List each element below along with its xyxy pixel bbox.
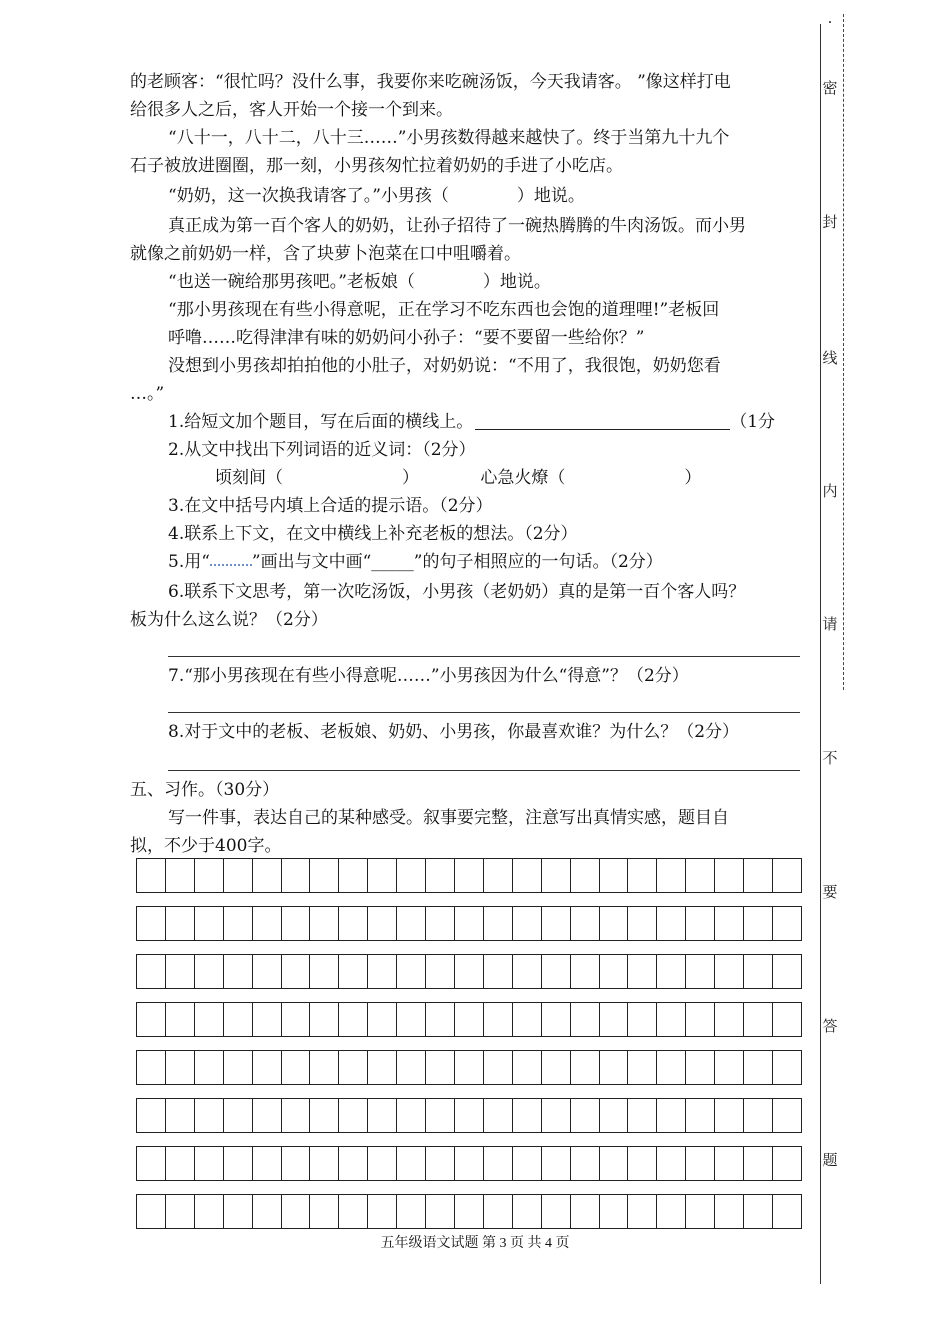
seal-char: 要 — [822, 883, 838, 901]
grid-cell[interactable] — [714, 1147, 743, 1180]
question-6-line-1: 6.联系下文思考，第一次吃汤饭，小男孩（老奶奶）真的是第一百个客人吗？ — [168, 582, 746, 602]
grid-cell[interactable] — [309, 1003, 338, 1036]
grid-cell[interactable] — [425, 1195, 454, 1228]
grid-cell[interactable] — [425, 859, 454, 892]
grid-cell[interactable] — [309, 859, 338, 892]
seal-char: 线 — [822, 349, 838, 367]
grid-cell[interactable] — [772, 1099, 802, 1132]
grid-cell[interactable] — [136, 1003, 165, 1036]
grid-cell[interactable] — [425, 1051, 454, 1084]
grid-cell[interactable] — [627, 1051, 656, 1084]
grid-cell[interactable] — [454, 1147, 483, 1180]
seal-char: 内 — [822, 482, 838, 500]
grid-row — [136, 858, 802, 893]
grid-cell[interactable] — [772, 907, 802, 940]
grid-cell[interactable] — [570, 1099, 599, 1132]
grid-cell[interactable] — [281, 859, 310, 892]
grid-cell[interactable] — [338, 955, 367, 988]
grid-cell[interactable] — [252, 1147, 281, 1180]
grid-cell[interactable] — [512, 1147, 541, 1180]
grid-cell[interactable] — [656, 1003, 685, 1036]
seal-char: 题 — [822, 1151, 838, 1169]
grid-cell[interactable] — [483, 859, 512, 892]
passage-line: “那小男孩现在有些小得意呢，正在学习不吃东西也会饱的道理哩!”老板回 — [168, 300, 720, 320]
grid-cell[interactable] — [252, 1195, 281, 1228]
grid-cell[interactable] — [425, 1099, 454, 1132]
grid-cell[interactable] — [281, 1003, 310, 1036]
grid-cell[interactable] — [136, 1099, 165, 1132]
grid-cell[interactable] — [627, 907, 656, 940]
grid-cell[interactable] — [541, 1099, 570, 1132]
grid-cell[interactable] — [541, 1147, 570, 1180]
grid-cell[interactable] — [454, 955, 483, 988]
question-7: 7.“那小男孩现在有些小得意呢……”小男孩因为什么“得意”？（2分） — [168, 666, 689, 686]
grid-cell[interactable] — [685, 1195, 714, 1228]
grid-cell[interactable] — [136, 907, 165, 940]
grid-cell[interactable] — [223, 1099, 252, 1132]
grid-cell[interactable] — [165, 907, 194, 940]
grid-cell[interactable] — [223, 1003, 252, 1036]
passage-line: …。” — [130, 384, 165, 404]
question-3: 3.在文中括号内填上合适的提示语。（2分） — [168, 496, 493, 516]
grid-cell[interactable] — [627, 1099, 656, 1132]
grid-cell[interactable] — [338, 1147, 367, 1180]
grid-cell[interactable] — [570, 1003, 599, 1036]
passage-line: 就像之前奶奶一样，含了块萝卜泡菜在口中咀嚼着。 — [130, 244, 521, 264]
grid-cell[interactable] — [281, 1099, 310, 1132]
grid-cell[interactable] — [194, 1195, 223, 1228]
grid-cell[interactable] — [367, 1147, 396, 1180]
passage-line: “奶奶，这一次换我请客了。”小男孩（ ）地说。 — [168, 186, 585, 206]
grid-cell[interactable] — [772, 859, 802, 892]
grid-cell[interactable] — [425, 1003, 454, 1036]
grid-cell[interactable] — [570, 1051, 599, 1084]
grid-cell[interactable] — [223, 1147, 252, 1180]
grid-cell[interactable] — [338, 1051, 367, 1084]
grid-cell[interactable] — [743, 955, 772, 988]
grid-cell[interactable] — [685, 1003, 714, 1036]
grid-cell[interactable] — [714, 907, 743, 940]
grid-cell[interactable] — [281, 907, 310, 940]
grid-cell[interactable] — [396, 1003, 425, 1036]
grid-cell[interactable] — [136, 1147, 165, 1180]
grid-cell[interactable] — [627, 1195, 656, 1228]
question-1 — [168, 408, 808, 436]
grid-cell[interactable] — [194, 1099, 223, 1132]
passage-line: 石子被放进圈圈，那一刻，小男孩匆忙拉着奶奶的手进了小吃店。 — [130, 156, 623, 176]
grid-cell[interactable] — [136, 859, 165, 892]
grid-cell[interactable] — [338, 1195, 367, 1228]
grid-cell[interactable] — [512, 907, 541, 940]
grid-cell[interactable] — [772, 1195, 802, 1228]
question-5 — [168, 548, 808, 576]
grid-cell[interactable] — [599, 1099, 628, 1132]
grid-cell[interactable] — [772, 1051, 802, 1084]
grid-cell[interactable] — [483, 1099, 512, 1132]
grid-cell[interactable] — [714, 859, 743, 892]
grid-cell[interactable] — [743, 1099, 772, 1132]
grid-cell[interactable] — [512, 1003, 541, 1036]
grid-cell[interactable] — [454, 859, 483, 892]
grid-cell[interactable] — [309, 907, 338, 940]
grid-cell[interactable] — [454, 1003, 483, 1036]
grid-cell[interactable] — [396, 1051, 425, 1084]
question-1-text: 1.给短文加个题目，写在后面的横线上。 — [168, 412, 474, 432]
seal-char: 封 — [822, 213, 838, 231]
wavy-underline-mark — [210, 550, 252, 566]
passage-line: 真正成为第一百个客人的奶奶，让孙子招待了一碗热腾腾的牛肉汤饭。而小男 — [168, 216, 746, 236]
page-footer: 五年级语文试题 第 3 页 共 4 页 — [380, 1236, 570, 1251]
grid-cell[interactable] — [338, 1003, 367, 1036]
grid-cell[interactable] — [685, 1051, 714, 1084]
grid-cell[interactable] — [541, 955, 570, 988]
grid-row — [136, 1194, 802, 1229]
grid-cell[interactable] — [656, 1099, 685, 1132]
grid-cell[interactable] — [396, 859, 425, 892]
grid-cell[interactable] — [136, 955, 165, 988]
grid-cell[interactable] — [136, 1051, 165, 1084]
grid-cell[interactable] — [570, 859, 599, 892]
grid-cell[interactable] — [714, 955, 743, 988]
writing-grid[interactable] — [136, 858, 802, 1228]
grid-cell[interactable] — [714, 1195, 743, 1228]
grid-cell[interactable] — [541, 859, 570, 892]
grid-cell[interactable] — [396, 1147, 425, 1180]
grid-row — [136, 954, 802, 989]
grid-row — [136, 1002, 802, 1037]
grid-cell[interactable] — [627, 1147, 656, 1180]
grid-cell[interactable] — [223, 955, 252, 988]
grid-cell[interactable] — [165, 1051, 194, 1084]
grid-cell[interactable] — [223, 1195, 252, 1228]
grid-cell[interactable] — [512, 859, 541, 892]
grid-cell[interactable] — [627, 955, 656, 988]
grid-cell[interactable] — [252, 955, 281, 988]
grid-cell[interactable] — [252, 859, 281, 892]
grid-cell[interactable] — [252, 1003, 281, 1036]
grid-row — [136, 1050, 802, 1085]
grid-row — [136, 1146, 802, 1181]
grid-cell[interactable] — [454, 907, 483, 940]
grid-cell[interactable] — [194, 955, 223, 988]
grid-cell[interactable] — [541, 1051, 570, 1084]
grid-cell[interactable] — [454, 1099, 483, 1132]
grid-cell[interactable] — [483, 955, 512, 988]
grid-cell[interactable] — [136, 1195, 165, 1228]
grid-cell[interactable] — [483, 907, 512, 940]
grid-cell[interactable] — [309, 955, 338, 988]
grid-cell[interactable] — [656, 907, 685, 940]
grid-cell[interactable] — [194, 859, 223, 892]
grid-cell[interactable] — [656, 1147, 685, 1180]
grid-cell[interactable] — [656, 1195, 685, 1228]
answer-line-q6[interactable] — [168, 656, 800, 657]
question-4: 4.联系上下文，在文中横线上补充老板的想法。（2分） — [168, 524, 578, 544]
grid-cell[interactable] — [512, 1099, 541, 1132]
grid-cell[interactable] — [165, 859, 194, 892]
grid-cell[interactable] — [627, 1003, 656, 1036]
grid-cell[interactable] — [685, 859, 714, 892]
grid-cell[interactable] — [396, 1195, 425, 1228]
passage-line: 没想到小男孩却拍拍他的小肚子，对奶奶说：“不用了，我很饱，奶奶您看 — [168, 356, 721, 376]
grid-cell[interactable] — [743, 1051, 772, 1084]
grid-cell[interactable] — [309, 1099, 338, 1132]
grid-cell[interactable] — [338, 1099, 367, 1132]
grid-cell[interactable] — [656, 955, 685, 988]
grid-cell[interactable] — [165, 1147, 194, 1180]
grid-cell[interactable] — [627, 859, 656, 892]
grid-cell[interactable] — [743, 1195, 772, 1228]
grid-cell[interactable] — [165, 955, 194, 988]
grid-cell[interactable] — [194, 1051, 223, 1084]
grid-cell[interactable] — [281, 1051, 310, 1084]
grid-cell[interactable] — [223, 859, 252, 892]
grid-cell[interactable] — [685, 907, 714, 940]
question-8: 8.对于文中的老板、老板娘、奶奶、小男孩，你最喜欢谁？为什么？（2分） — [168, 722, 740, 742]
grid-cell[interactable] — [367, 1051, 396, 1084]
grid-cell[interactable] — [512, 1195, 541, 1228]
grid-cell[interactable] — [367, 907, 396, 940]
grid-cell[interactable] — [309, 1195, 338, 1228]
grid-cell[interactable] — [396, 907, 425, 940]
grid-row — [136, 906, 802, 941]
grid-cell[interactable] — [541, 1003, 570, 1036]
grid-cell[interactable] — [570, 955, 599, 988]
title-answer-blank[interactable] — [475, 411, 730, 430]
grid-cell[interactable] — [367, 1003, 396, 1036]
grid-cell[interactable] — [367, 955, 396, 988]
grid-cell[interactable] — [309, 1051, 338, 1084]
passage-line: “也送一碗给那男孩吧。”老板娘（ ）地说。 — [168, 272, 551, 292]
grid-cell[interactable] — [194, 907, 223, 940]
grid-cell[interactable] — [599, 1147, 628, 1180]
passage-line: 给很多人之后，客人开始一个接一个到来。 — [130, 100, 453, 120]
grid-cell[interactable] — [714, 1099, 743, 1132]
grid-cell[interactable] — [483, 1051, 512, 1084]
grid-cell[interactable] — [541, 1195, 570, 1228]
grid-cell[interactable] — [396, 955, 425, 988]
grid-cell[interactable] — [454, 1051, 483, 1084]
seal-char: 答 — [822, 1017, 838, 1035]
grid-cell[interactable] — [599, 1051, 628, 1084]
grid-cell[interactable] — [772, 1147, 802, 1180]
seal-dashed-line — [843, 14, 844, 690]
grid-cell[interactable] — [252, 1051, 281, 1084]
passage-line: 呼噜……吃得津津有味的奶奶问小孙子：“要不要留一些给你？” — [168, 328, 645, 348]
grid-cell[interactable] — [281, 955, 310, 988]
grid-cell[interactable] — [483, 1195, 512, 1228]
grid-cell[interactable] — [396, 1099, 425, 1132]
grid-cell[interactable] — [599, 1003, 628, 1036]
grid-cell[interactable] — [367, 1195, 396, 1228]
grid-cell[interactable] — [165, 1195, 194, 1228]
grid-cell[interactable] — [599, 859, 628, 892]
grid-cell[interactable] — [223, 1051, 252, 1084]
grid-cell[interactable] — [194, 1003, 223, 1036]
grid-cell[interactable] — [252, 907, 281, 940]
grid-cell[interactable] — [714, 1003, 743, 1036]
seal-char: 不 — [822, 749, 838, 767]
seal-char: 密 — [822, 79, 838, 97]
synonym-item-2[interactable]: 心急火燎（ ） — [480, 468, 702, 488]
grid-cell[interactable] — [425, 955, 454, 988]
grid-cell[interactable] — [309, 1147, 338, 1180]
grid-cell[interactable] — [685, 955, 714, 988]
seal-char: 请 — [822, 615, 838, 633]
grid-cell[interactable] — [483, 1147, 512, 1180]
grid-cell[interactable] — [714, 1051, 743, 1084]
passage-line: 的老顾客：“很忙吗？没什么事，我要你来吃碗汤饭，今天我请客。 ”像这样打电 — [130, 72, 731, 92]
grid-cell[interactable] — [772, 955, 802, 988]
synonym-item-1[interactable]: 顷刻间（ ） — [215, 468, 419, 488]
grid-cell[interactable] — [512, 1051, 541, 1084]
grid-cell[interactable] — [599, 907, 628, 940]
grid-cell[interactable] — [570, 1147, 599, 1180]
grid-cell[interactable] — [281, 1195, 310, 1228]
grid-cell[interactable] — [685, 1147, 714, 1180]
grid-cell[interactable] — [367, 859, 396, 892]
grid-cell[interactable] — [165, 1003, 194, 1036]
grid-cell[interactable] — [165, 1099, 194, 1132]
grid-cell[interactable] — [338, 907, 367, 940]
question-5-text-b: ”画出与文中画“_____”的句子相照应的一句话。（2分） — [251, 552, 663, 572]
question-6-line-2: 板为什么这么说？（2分） — [130, 610, 328, 630]
answer-line-q7[interactable] — [168, 712, 800, 713]
grid-cell[interactable] — [454, 1195, 483, 1228]
grid-cell[interactable] — [281, 1147, 310, 1180]
grid-cell[interactable] — [772, 1003, 802, 1036]
grid-cell[interactable] — [252, 1099, 281, 1132]
grid-cell[interactable] — [656, 1051, 685, 1084]
question-1-score: （1分 — [730, 412, 776, 432]
grid-cell[interactable] — [599, 955, 628, 988]
grid-cell[interactable] — [425, 907, 454, 940]
composition-heading: 五、习作。（30分） — [130, 780, 280, 800]
grid-cell[interactable] — [483, 1003, 512, 1036]
grid-cell[interactable] — [425, 1147, 454, 1180]
composition-prompt-2: 拟，不少于400字。 — [130, 836, 282, 856]
question-2: 2.从文中找出下列词语的近义词：（2分） — [168, 440, 476, 460]
grid-row — [136, 1098, 802, 1133]
grid-cell[interactable] — [512, 955, 541, 988]
grid-cell[interactable] — [743, 1147, 772, 1180]
grid-cell[interactable] — [743, 1003, 772, 1036]
grid-cell[interactable] — [656, 859, 685, 892]
grid-cell[interactable] — [685, 1099, 714, 1132]
grid-cell[interactable] — [338, 859, 367, 892]
grid-cell[interactable] — [743, 907, 772, 940]
question-5-text-a: 5.用“ — [168, 552, 210, 572]
grid-cell[interactable] — [541, 907, 570, 940]
grid-cell[interactable] — [570, 1195, 599, 1228]
composition-prompt-1: 写一件事，表达自己的某种感受。叙事要完整，注意写出真情实感，题目自 — [168, 808, 729, 828]
grid-cell[interactable] — [223, 907, 252, 940]
grid-cell[interactable] — [367, 1099, 396, 1132]
grid-cell[interactable] — [599, 1195, 628, 1228]
grid-cell[interactable] — [194, 1147, 223, 1180]
question-2-items — [215, 464, 775, 492]
passage-line: “八十一，八十二，八十三……”小男孩数得越来越快了。终于当第九十九个 — [168, 128, 730, 148]
binding-rule — [820, 24, 821, 1284]
grid-cell[interactable] — [743, 859, 772, 892]
binding-marker: . — [827, 9, 833, 27]
grid-cell[interactable] — [570, 907, 599, 940]
answer-line-q8[interactable] — [168, 770, 800, 771]
